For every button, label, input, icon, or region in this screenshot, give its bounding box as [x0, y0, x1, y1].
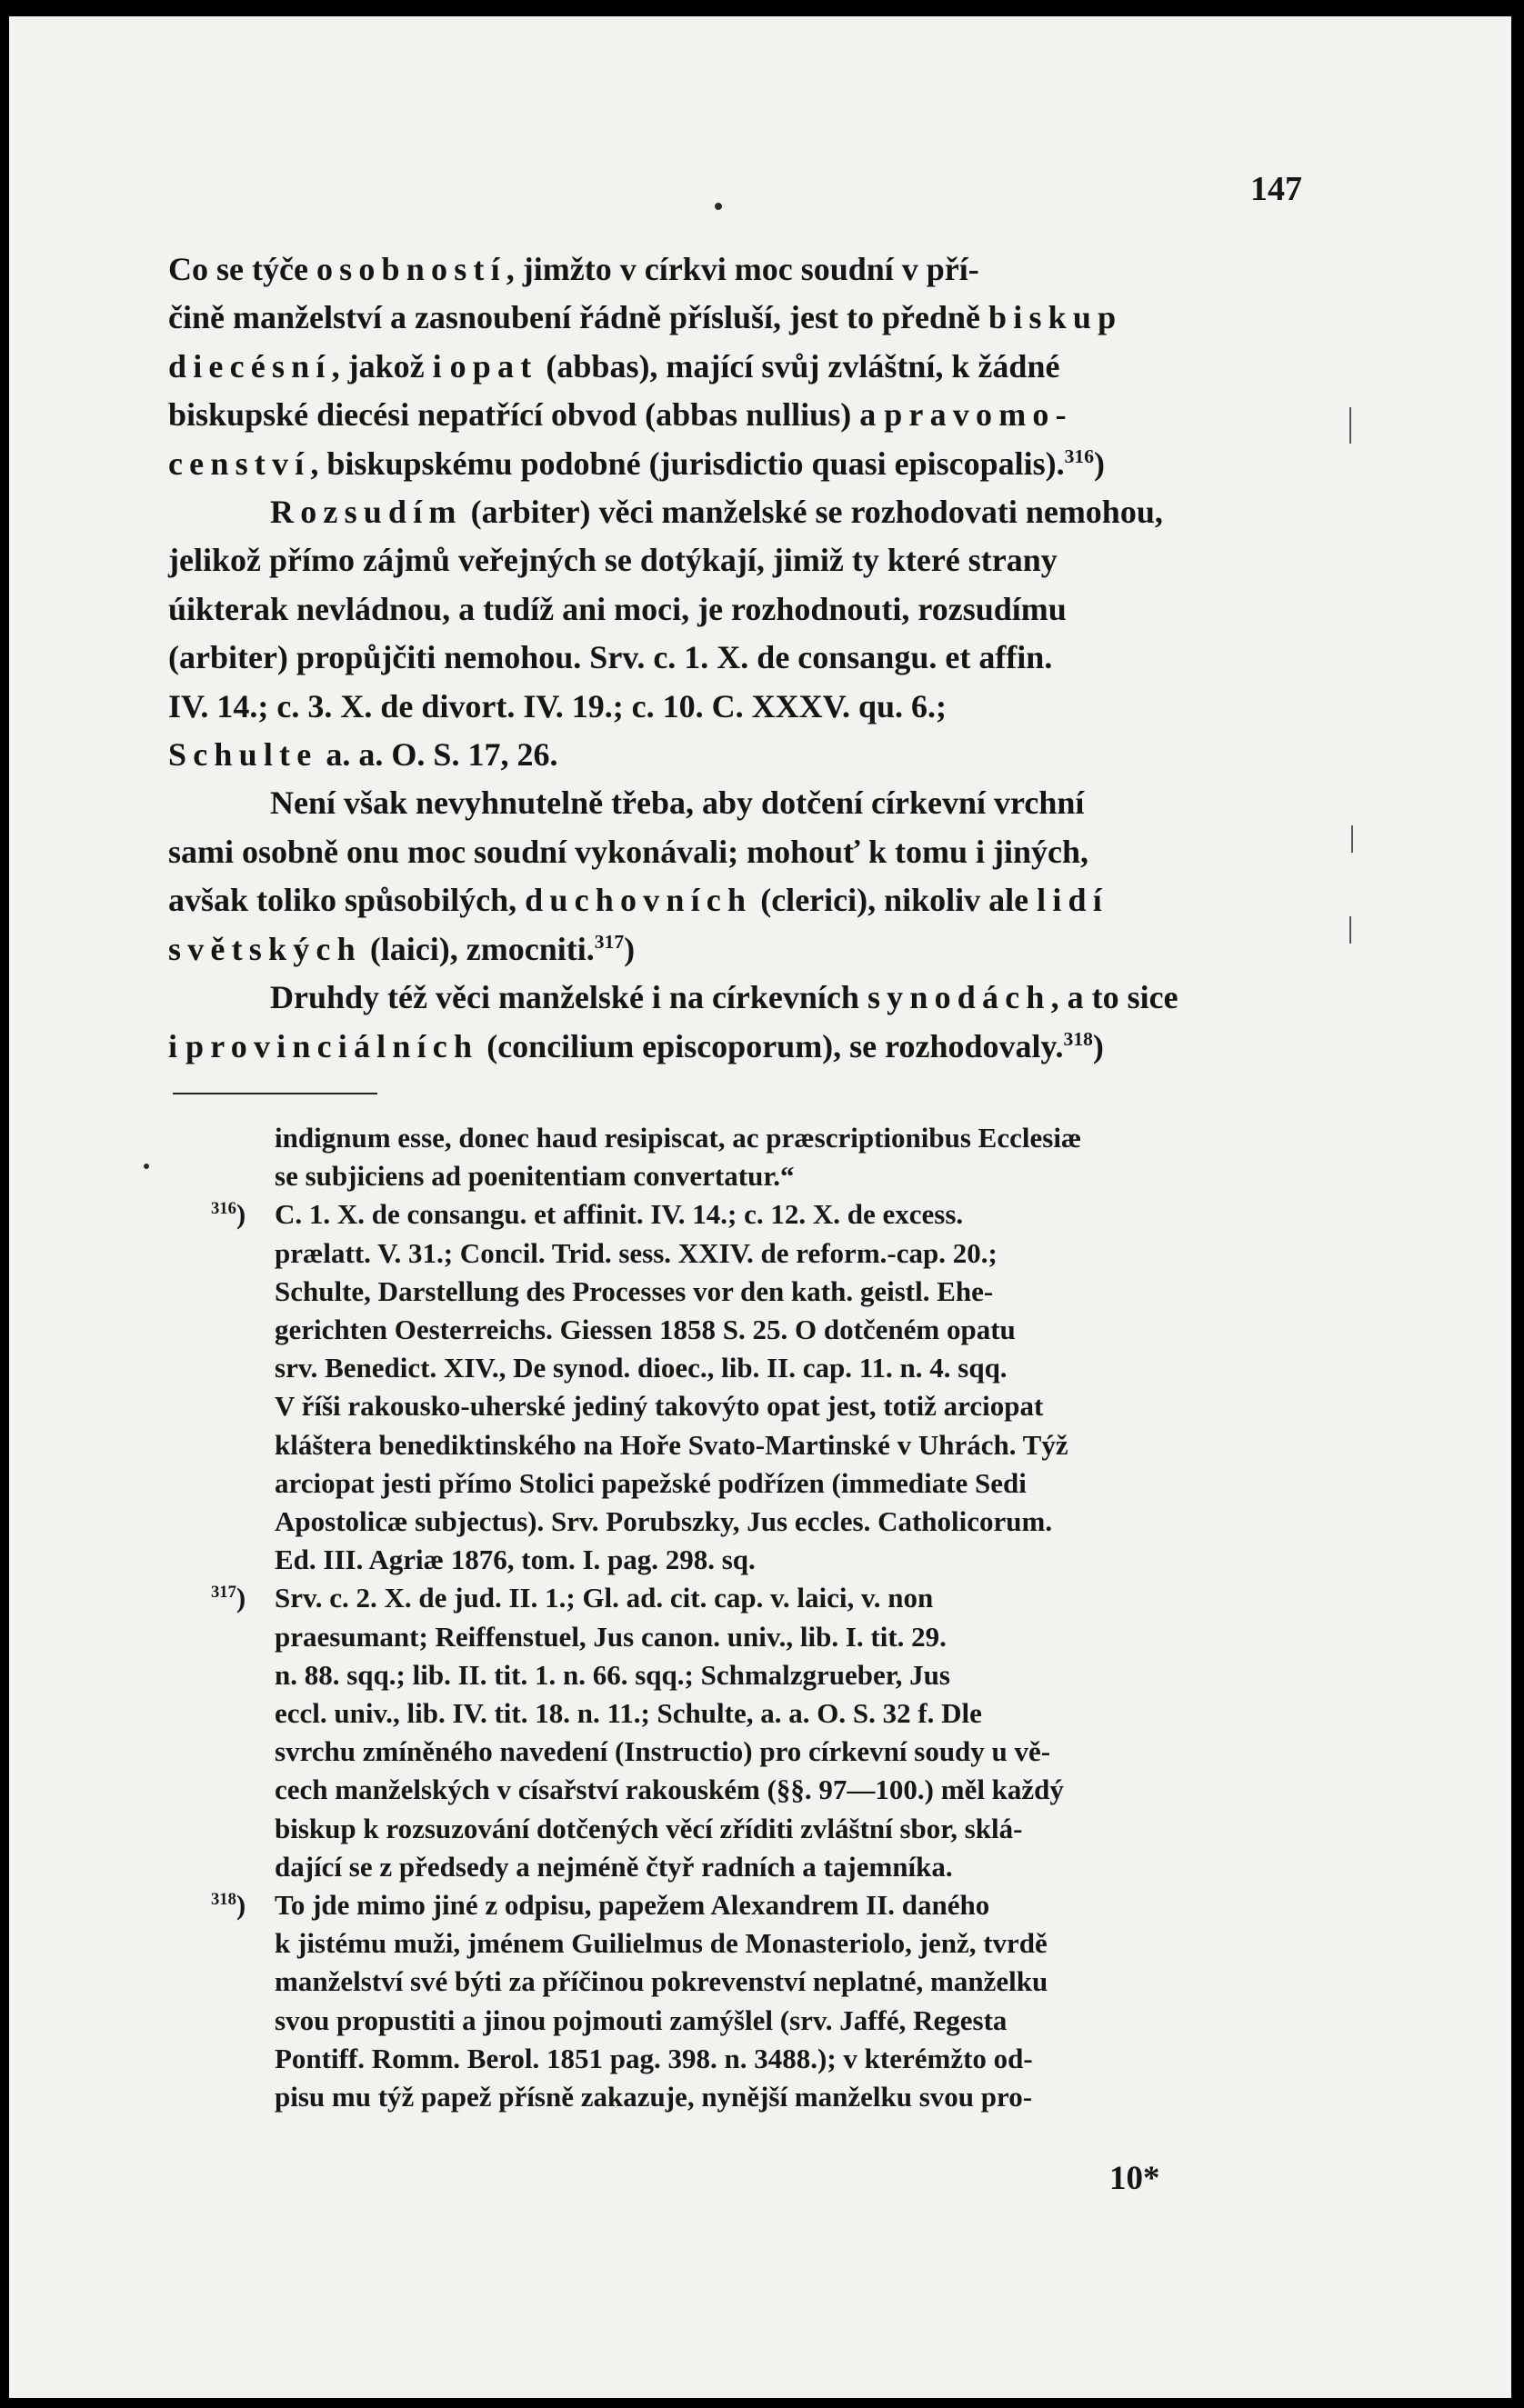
- text-line: Schulte a. a. O. S. 17, 26.: [168, 736, 558, 774]
- footnote-line: [211, 1349, 1343, 1387]
- scan-artifact: [1349, 916, 1351, 944]
- text-line: avšak toliko spůsobilých, duchovních (clerici), nikoliv ale lidí: [168, 882, 1108, 919]
- text-line: světských (laici), zmocniti.$^{317}$): [168, 930, 636, 967]
- scan-artifact: [1349, 407, 1351, 444]
- footnote-text: To jde mimo jiné z odpisu, papežem Alexandrem II. daného: [275, 1889, 990, 1922]
- footnote-line: [211, 1733, 1343, 1771]
- text-line: biskupské diecési nepatřící obvod (abbas nullius) a pravomo-: [168, 396, 1073, 434]
- footnote-text: dající se z předsedy a nejméně čtyř radních a tajemníka.: [275, 1850, 953, 1883]
- footnote-line: [211, 1618, 1343, 1656]
- sheet-signature: 10*: [1109, 2160, 1160, 2197]
- text-line: čině manželství a zasnoubení řádně přísluší, jest to předně biskup: [168, 299, 1123, 336]
- spaced-emphasis: opat: [449, 347, 538, 385]
- text-line: i provinciálních (concilium episcoporum), se rozhodovaly.$^{318}$): [168, 1027, 1104, 1064]
- footnote-line: [211, 1848, 1343, 1886]
- text-line: sami osobně onu moc soudní vykonávali; mohouť k tomu i jiných,: [168, 833, 1088, 870]
- text-line: IV. 14.; c. 3. X. de divort. IV. 19.; c. 10. C. XXXV. qu. 6.;: [168, 687, 947, 724]
- text-line: diecésní, jakož i opat (abbas), mající svůj zvláštní, k žádné: [168, 347, 1060, 385]
- footnote-line: [211, 1234, 1343, 1273]
- footnote-line: [211, 1387, 1343, 1425]
- footnote-line: [211, 1579, 1343, 1617]
- footnote-line: [211, 2078, 1343, 2116]
- footnote-marker: $^{316}$): [211, 1198, 246, 1231]
- footnote-line: [211, 1157, 1343, 1195]
- footnote-text: se subjiciens ad poenitentiam convertatur.“: [275, 1160, 795, 1193]
- footnote-line: [211, 2040, 1343, 2078]
- footnote-line: [211, 1924, 1343, 1963]
- text-line: Není však nevyhnutelně třeba, aby dotčení církevní vrchní: [270, 784, 1085, 822]
- spaced-emphasis: pravomo-: [884, 396, 1073, 434]
- footnotes: [211, 1119, 1343, 2116]
- footnote-line: [211, 1810, 1343, 1848]
- footnote-text: C. 1. X. de consangu. et affinit. IV. 14.; c. 12. X. de excess.: [275, 1198, 964, 1231]
- footnote-text: n. 88. sqq.; lib. II. tit. 1. n. 66. sqq.; Schmalzgrueber, Jus: [275, 1658, 950, 1691]
- footnote-line: [211, 1541, 1343, 1579]
- footnote-line: [211, 1886, 1343, 1924]
- footnote-line: [211, 1426, 1343, 1464]
- footnote-line: [211, 1771, 1343, 1809]
- spaced-emphasis: diecésní: [168, 347, 332, 385]
- footnote-line: [211, 1195, 1343, 1234]
- text-line: úikterak nevládnou, a tudíž ani moci, je rozhodnouti, rozsudímu: [168, 590, 1067, 627]
- spaced-emphasis: světských: [168, 930, 362, 967]
- footnote-text: indignum esse, donec haud resipiscat, ac præscriptionibus Ecclesiæ: [275, 1122, 1082, 1154]
- print-speck: [715, 203, 722, 210]
- footnote-line: [211, 1656, 1343, 1694]
- spaced-emphasis: provinciálních: [185, 1027, 479, 1064]
- spaced-emphasis: lidí: [1037, 882, 1108, 919]
- footnote-text: svrchu zmíněného navedení (Instructio) pro církevní soudy u vě-: [275, 1735, 1051, 1768]
- book-page: [9, 16, 1511, 2398]
- footnote-text: V říši rakousko-uherské jediný takovýto opat jest, totiž arciopat: [275, 1390, 1044, 1423]
- footnote-line: [211, 1273, 1343, 1311]
- footnote-text: praesumant; Reiffenstuel, Jus canon. univ., lib. I. tit. 29.: [275, 1620, 947, 1653]
- text-line: Rozsudím (arbiter) věci manželské se rozhodovati nemohou,: [270, 494, 1163, 531]
- page-number: 147: [1250, 170, 1302, 208]
- footnote-separator: [173, 1093, 377, 1094]
- text-line: cenství, biskupskému podobné (jurisdictio quasi episcopalis).$^{316}$): [168, 445, 1106, 482]
- spaced-emphasis: biskup: [988, 299, 1123, 336]
- footnote-line: [211, 1119, 1343, 1157]
- spaced-emphasis: duchovních: [525, 882, 753, 919]
- footnote-text: Srv. c. 2. X. de jud. II. 1.; Gl. ad. cit. cap. v. laici, v. non: [275, 1582, 934, 1614]
- footnote-text: arciopat jesti přímo Stolici papežské podřízen (immediate Sedi: [275, 1466, 1027, 1499]
- text-line: jelikož přímo zájmů veřejných se dotýkají, jimiž ty které strany: [168, 542, 1058, 579]
- footnote-line: [211, 1503, 1343, 1541]
- footnote-line: [211, 1963, 1343, 2001]
- footnote-line: [211, 1694, 1343, 1733]
- footnote-text: cech manželských v císařství rakouském (§§. 97—100.) měl každý: [275, 1774, 1064, 1806]
- main-text: [168, 245, 1341, 1071]
- footnote-line: [211, 1464, 1343, 1503]
- footnote-text: k jistému muži, jménem Guilielmus de Monasteriolo, jenž, tvrdě: [275, 1927, 1048, 1960]
- footnote-ref: 317: [594, 930, 625, 953]
- footnote-marker: $^{317}$): [211, 1582, 246, 1614]
- footnote-text: srv. Benedict. XIV., De synod. dioec., lib. II. cap. 11. n. 4. sqq.: [275, 1352, 1008, 1384]
- footnote-marker: $^{318}$): [211, 1889, 246, 1922]
- footnote-text: pisu mu týž papež přísně zakazuje, nynější manželku svou pro-: [275, 2081, 1033, 2113]
- spaced-emphasis: Rozsudím: [270, 494, 463, 531]
- footnote-text: Ed. III. Agriæ 1876, tom. I. pag. 298. sq.: [275, 1544, 756, 1576]
- text-line: Druhdy též věci manželské i na církevních synodách, a to sice: [270, 979, 1178, 1016]
- footnote-text: eccl. univ., lib. IV. tit. 18. n. 11.; Schulte, a. a. O. S. 32 f. Dle: [275, 1697, 982, 1730]
- footnote-ref: 316: [1064, 445, 1095, 467]
- footnote-text: kláštera benediktinského na Hoře Svato-Martinské v Uhrách. Týž: [275, 1428, 1068, 1461]
- footnote-text: svou propustiti a jinou pojmouti zamýšlel (srv. Jaffé, Regesta: [275, 2003, 1008, 2036]
- footnote-line: [211, 2002, 1343, 2040]
- footnote-text: biskup k rozsuzování dotčených věcí zříditi zvláštní sbor, sklá-: [275, 1812, 1023, 1844]
- footnote-text: prælatt. V. 31.; Concil. Trid. sess. XXIV. de reform.-cap. 20.;: [275, 1236, 998, 1269]
- text-line: Co se týče osobností, jimžto v církvi moc soudní v pří-: [168, 251, 979, 287]
- footnote-ref: 318: [1063, 1027, 1093, 1050]
- scan-artifact: [1351, 825, 1353, 853]
- footnote-text: Schulte, Darstellung des Processes vor den kath. geistl. Ehe-: [275, 1274, 994, 1307]
- footnote-text: Pontiff. Romm. Berol. 1851 pag. 398. n. 3488.); v kterémžto od-: [275, 2042, 1033, 2074]
- spaced-emphasis: synodách: [867, 979, 1051, 1016]
- footnote-text: Apostolicæ subjectus). Srv. Porubszky, Jus eccles. Catholicorum.: [275, 1505, 1053, 1538]
- footnote-text: gerichten Oesterreichs. Giessen 1858 S. 25. O dotčeném opatu: [275, 1314, 1016, 1346]
- spaced-emphasis: cenství: [168, 445, 311, 482]
- footnote-text: manželství své býti za příčinou pokrevenství neplatné, manželku: [275, 1965, 1048, 1998]
- spaced-emphasis: osobností: [316, 251, 506, 287]
- print-speck: [144, 1164, 149, 1169]
- text-line: (arbiter) propůjčiti nemohou. Srv. c. 1. X. de consangu. et affin.: [168, 639, 1053, 676]
- spaced-emphasis: Schulte: [168, 736, 318, 774]
- footnote-line: [211, 1311, 1343, 1349]
